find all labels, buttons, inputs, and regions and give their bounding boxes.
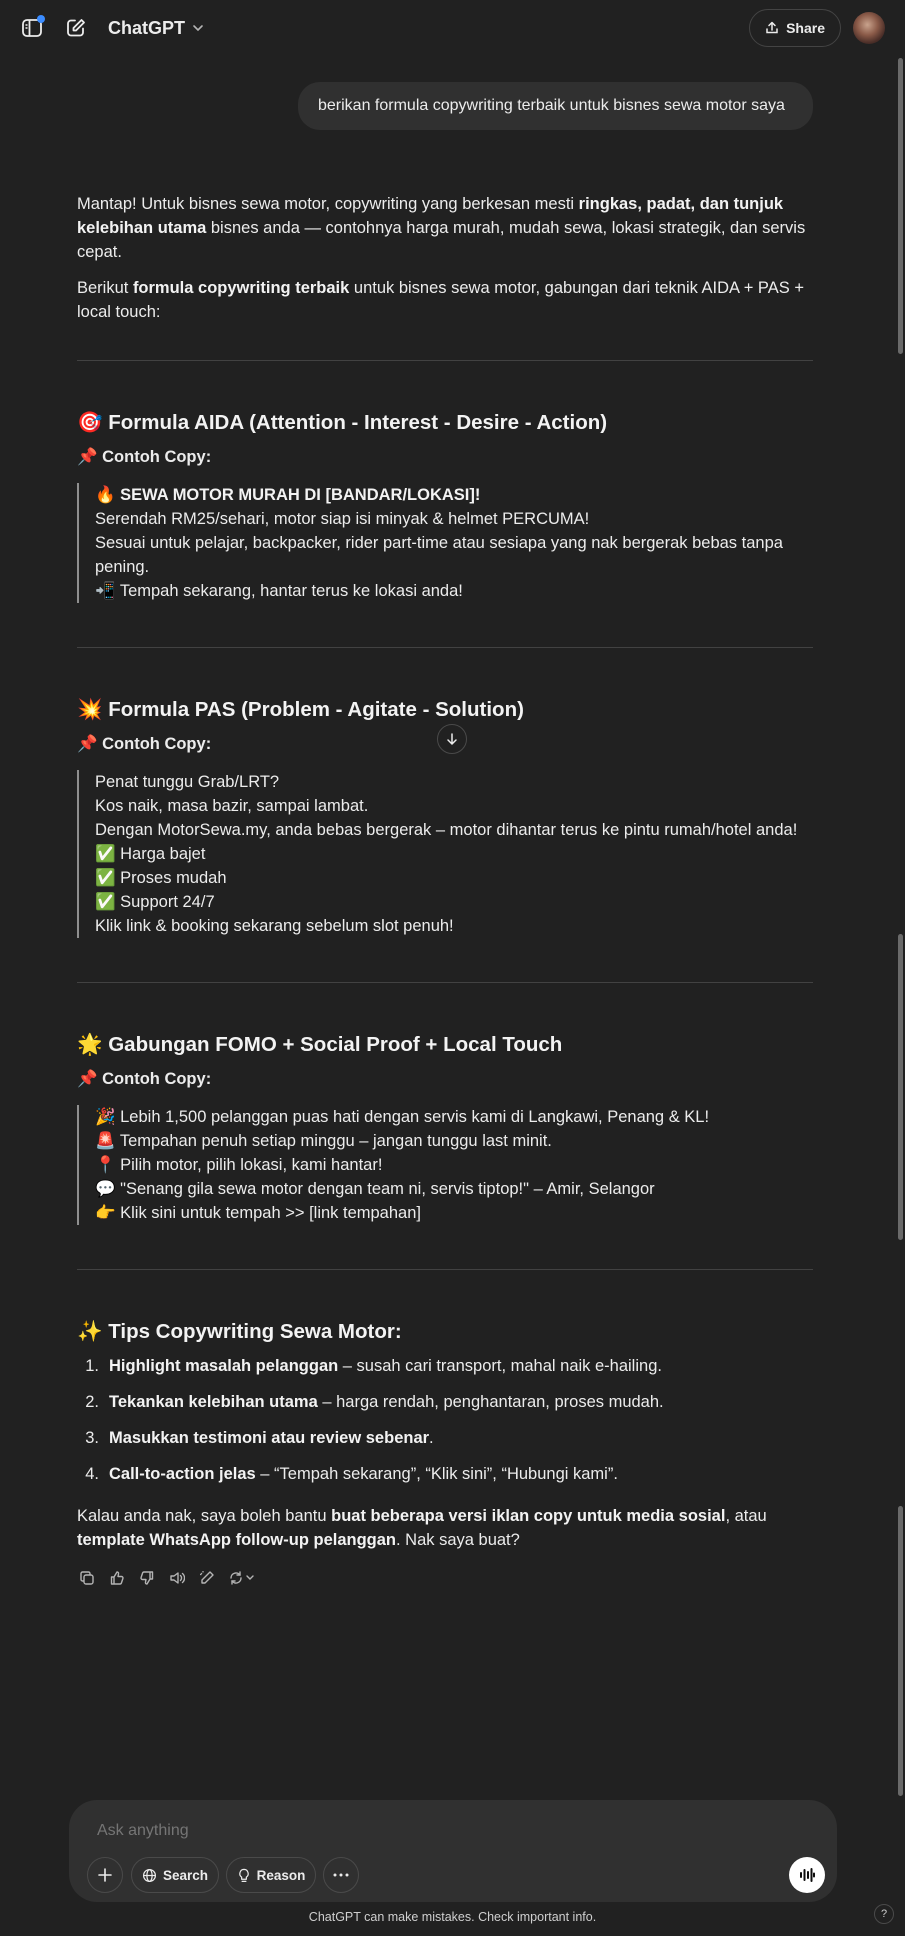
divider bbox=[77, 360, 813, 361]
intro-paragraph-2: Berikut formula copywriting terbaik untuk bisnes sewa motor, gabungan dari teknik AIDA + PAS + local touch: bbox=[77, 279, 804, 321]
quote-line: 📍 Pilih motor, pilih lokasi, kami hantar! bbox=[95, 1156, 383, 1174]
quote-line: 🚨 Tempahan penuh setiap minggu – jangan tunggu last minit. bbox=[95, 1132, 552, 1150]
assistant-message bbox=[77, 192, 813, 1588]
quote-line: 🔥 SEWA MOTOR MURAH DI [BANDAR/LOKASI]! bbox=[95, 486, 481, 504]
blockquote-aida bbox=[77, 483, 813, 603]
lightbulb-icon bbox=[237, 1868, 251, 1883]
regenerate-icon[interactable] bbox=[227, 1568, 257, 1588]
scrollbar-marker bbox=[898, 934, 903, 1240]
plus-icon bbox=[98, 1868, 112, 1882]
quote-line: 💬 "Senang gila sewa motor dengan team ni, servis tiptop!" – Amir, Selangor bbox=[95, 1180, 655, 1198]
disclaimer: ChatGPT can make mistakes. Check important info. bbox=[308, 1910, 597, 1924]
tips-list bbox=[77, 1354, 813, 1486]
section-subtitle: 📌 Contoh Copy: bbox=[77, 1070, 212, 1088]
quote-line: Dengan MotorSewa.my, anda bebas bergerak – motor dihantar terus ke pintu rumah/hotel anda! bbox=[95, 821, 798, 839]
copy-icon[interactable] bbox=[77, 1568, 97, 1588]
reason-button[interactable] bbox=[226, 1857, 316, 1893]
quote-line: ✅ Support 24/7 bbox=[95, 893, 215, 911]
divider bbox=[77, 1269, 813, 1270]
prompt-input[interactable] bbox=[97, 1822, 697, 1840]
more-icon bbox=[333, 1873, 349, 1877]
new-chat-icon[interactable] bbox=[64, 16, 88, 40]
quote-line: 🎉 Lebih 1,500 pelanggan puas hati dengan servis kami di Langkawi, Penang & KL! bbox=[95, 1108, 710, 1126]
more-tools-button[interactable] bbox=[323, 1857, 359, 1893]
closing-paragraph: Kalau anda nak, saya boleh bantu buat beberapa versi iklan copy untuk media sosial, atau template WhatsApp follow-up pelanggan. Nak saya buat? bbox=[77, 1507, 767, 1549]
quote-line: ✅ Proses mudah bbox=[95, 869, 227, 887]
notification-dot-icon bbox=[37, 15, 45, 23]
list-item: 2. Tekankan kelebihan utama – harga rendah, penghantaran, proses mudah. bbox=[85, 1393, 664, 1411]
search-button[interactable] bbox=[131, 1857, 219, 1893]
scrollbar[interactable] bbox=[896, 56, 905, 1796]
quote-line: Sesuai untuk pelajar, backpacker, rider part-time atau sesiapa yang nak bergerak bebas tanpa pening. bbox=[95, 534, 783, 576]
read-aloud-icon[interactable] bbox=[167, 1568, 187, 1588]
top-bar bbox=[0, 0, 905, 56]
section-subtitle: 📌 Contoh Copy: bbox=[77, 448, 212, 466]
quote-line: 📲 Tempah sekarang, hantar terus ke lokasi anda! bbox=[95, 582, 463, 600]
user-message: berikan formula copywriting terbaik untuk bisnes sewa motor saya bbox=[298, 82, 813, 130]
thumbs-down-icon[interactable] bbox=[137, 1568, 157, 1588]
divider bbox=[77, 982, 813, 983]
scroll-to-bottom-button[interactable] bbox=[437, 724, 467, 754]
quote-line: Kos naik, masa bazir, sampai lambat. bbox=[95, 797, 369, 815]
section-title-aida: 🎯 Formula AIDA (Attention - Interest - Desire - Action) bbox=[77, 411, 608, 434]
blockquote-pas bbox=[77, 770, 813, 938]
section-title-fomo: 🌟 Gabungan FOMO + Social Proof + Local Touch bbox=[77, 1033, 563, 1056]
help-button[interactable]: ? bbox=[874, 1904, 894, 1924]
quote-line: ✅ Harga bajet bbox=[95, 845, 206, 863]
list-item: 4. Call-to-action jelas – “Tempah sekarang”, “Klik sini”, “Hubungi kami”. bbox=[85, 1465, 618, 1483]
section-title-pas: 💥 Formula PAS (Problem - Agitate - Solution) bbox=[77, 698, 524, 721]
reason-label: Reason bbox=[256, 1867, 306, 1883]
share-label: Share bbox=[786, 20, 825, 36]
voice-mode-button[interactable] bbox=[789, 1857, 825, 1893]
quote-line: Klik link & booking sekarang sebelum slot penuh! bbox=[95, 917, 454, 935]
composer bbox=[69, 1800, 837, 1902]
divider bbox=[77, 647, 813, 648]
intro-paragraph-1: Mantap! Untuk bisnes sewa motor, copywriting yang berkesan mesti ringkas, padat, dan tunjuk kelebihan utama bisnes anda — contohnya harga murah, mudah sewa, lokasi strategik, dan servis cepat. bbox=[77, 195, 806, 261]
thumbs-up-icon[interactable] bbox=[107, 1568, 127, 1588]
sidebar-toggle-icon[interactable] bbox=[20, 16, 44, 40]
list-item: 1. Highlight masalah pelanggan – susah cari transport, mahal naik e-hailing. bbox=[85, 1357, 662, 1375]
share-button[interactable] bbox=[749, 9, 841, 47]
edit-canvas-icon[interactable] bbox=[197, 1568, 217, 1588]
section-subtitle: 📌 Contoh Copy: bbox=[77, 735, 212, 753]
quote-line: 👉 Klik sini untuk tempah >> [link tempahan] bbox=[95, 1204, 421, 1222]
chevron-down-icon bbox=[191, 21, 205, 35]
blockquote-fomo bbox=[77, 1105, 813, 1225]
avatar[interactable] bbox=[853, 12, 885, 44]
model-selector[interactable] bbox=[108, 18, 205, 39]
quote-line: Penat tunggu Grab/LRT? bbox=[95, 773, 280, 791]
arrow-down-icon bbox=[445, 732, 459, 746]
list-item: 3. Masukkan testimoni atau review sebenar. bbox=[85, 1429, 434, 1447]
share-icon bbox=[765, 21, 779, 35]
quote-line: Serendah RM25/sehari, motor siap isi minyak & helmet PERCUMA! bbox=[95, 510, 590, 528]
scrollbar-marker bbox=[898, 1506, 903, 1796]
search-label: Search bbox=[162, 1867, 209, 1883]
voice-waveform-icon bbox=[798, 1866, 816, 1884]
add-attachment-button[interactable] bbox=[87, 1857, 123, 1893]
model-name-label: ChatGPT bbox=[108, 17, 186, 38]
section-title-tips: ✨ Tips Copywriting Sewa Motor: bbox=[77, 1320, 402, 1343]
globe-icon bbox=[142, 1868, 157, 1883]
scrollbar-thumb[interactable] bbox=[898, 58, 903, 354]
message-actions bbox=[77, 1568, 813, 1588]
